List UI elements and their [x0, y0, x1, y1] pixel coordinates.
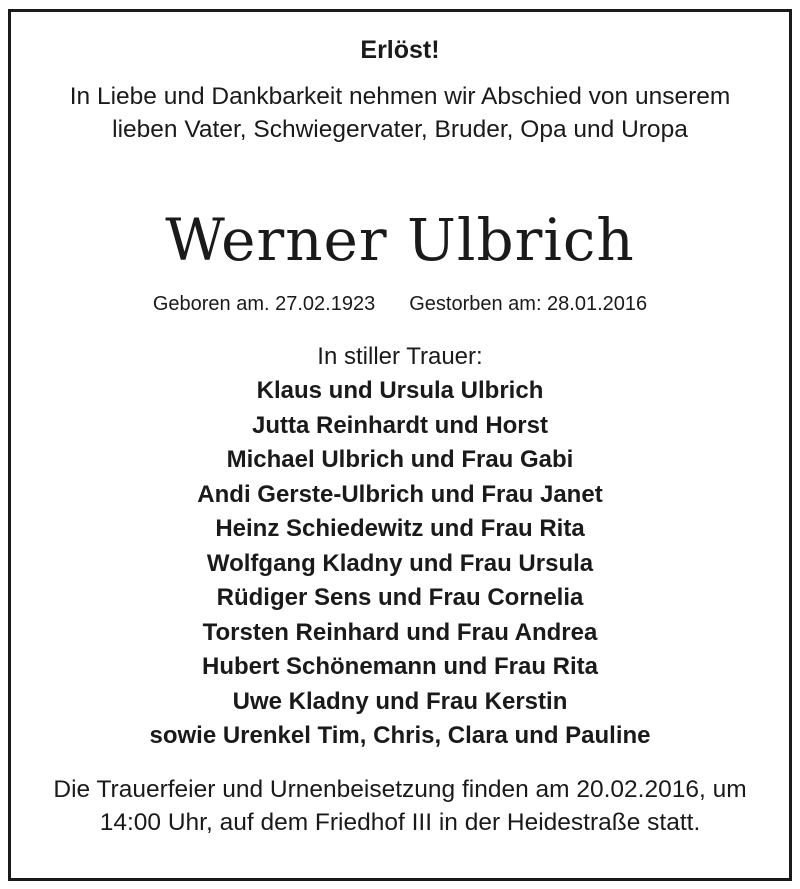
ceremony-info: Die Trauerfeier und Urnenbeisetzung finden am 20.02.2016, um 14:00 Uhr, auf dem Friedhof III in der Heidestraße statt.	[53, 776, 747, 836]
mourner-item: Andi Gerste-Ulbrich und Frau Janet	[197, 480, 603, 508]
mourning-label: In stiller Trauer:	[317, 343, 483, 370]
birth-date: Geboren am. 27.02.1923	[152, 293, 376, 315]
obituary-notice	[8, 9, 792, 881]
life-dates	[11, 289, 789, 319]
mourner-item: Jutta Reinhardt und Horst	[251, 411, 548, 439]
mourner-item: Klaus und Ursula Ulbrich	[256, 377, 544, 404]
mourner-item: Hubert Schönemann und Frau Rita	[201, 653, 599, 680]
notice-heading: Erlöst!	[360, 36, 440, 64]
mourner-item: Wolfgang Kladny und Frau Ursula	[206, 549, 594, 577]
mourner-item: Heinz Schiedewitz und Frau Rita	[215, 515, 585, 542]
intro-text: In Liebe und Dankbarkeit nehmen wir Abschied von unserem lieben Vater, Schwiegervater, Bruder, Opa und Uropa	[69, 83, 731, 143]
mourners-list	[11, 374, 789, 754]
mourner-item: sowie Urenkel Tim, Chris, Clara und Pauline	[149, 722, 651, 749]
mourner-item: Rüdiger Sens und Frau Cornelia	[216, 584, 584, 611]
mourner-item: Michael Ulbrich und Frau Gabi	[226, 446, 574, 473]
mourner-item: Uwe Kladny und Frau Kerstin	[232, 687, 568, 715]
deceased-name: Werner Ulbrich	[165, 206, 635, 274]
death-date: Gestorben am: 28.01.2016	[409, 293, 648, 315]
mourner-item: Torsten Reinhard und Frau Andrea	[202, 618, 598, 646]
